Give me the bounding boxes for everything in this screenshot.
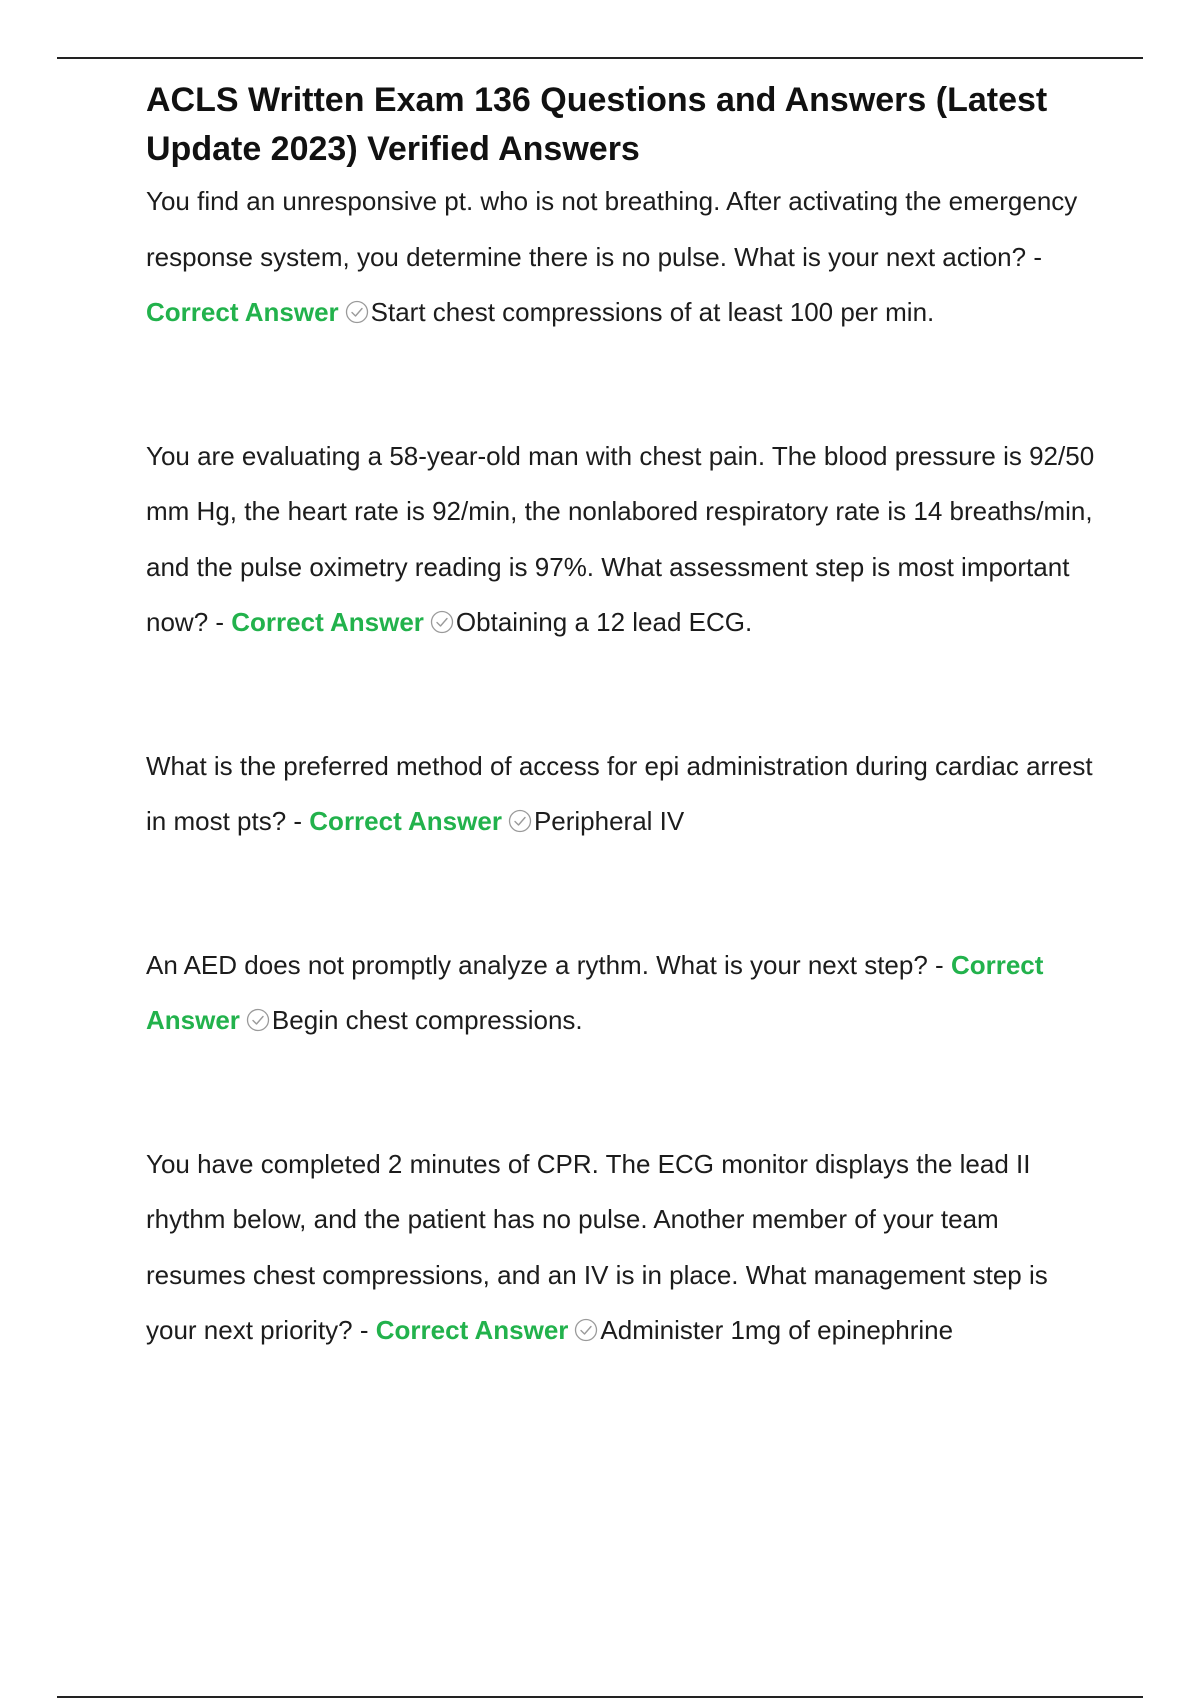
answer-text: Begin chest compressions. bbox=[271, 1005, 583, 1035]
check-circle-icon bbox=[430, 610, 454, 634]
correct-answer-label: Correct Answer bbox=[231, 607, 424, 637]
check-circle-icon bbox=[246, 1008, 270, 1032]
separator: - bbox=[352, 1315, 376, 1345]
separator: - bbox=[208, 607, 232, 637]
document-title: ACLS Written Exam 136 Questions and Answers (Latest Update 2023) Verified Answers bbox=[146, 81, 1048, 168]
check-circle-icon bbox=[574, 1318, 598, 1342]
qa-item-1 bbox=[146, 174, 1096, 341]
qa-item-4 bbox=[146, 938, 1096, 1049]
question-text: You find an unresponsive pt. who is not breathing. After activating the emergency response system, you determine there is no pulse. What is your next action? bbox=[146, 186, 1078, 272]
correct-answer-label: Correct Answer bbox=[146, 297, 339, 327]
correct-answer-label: Correct Answer bbox=[146, 949, 1044, 1035]
answer-text: Administer 1mg of epinephrine bbox=[600, 1315, 954, 1345]
check-circle-icon bbox=[508, 809, 532, 833]
correct-answer-label: Correct Answer bbox=[375, 1315, 569, 1345]
answer-text: Obtaining a 12 lead ECG. bbox=[455, 607, 753, 637]
qa-item-2 bbox=[146, 429, 1096, 651]
separator: - bbox=[1026, 241, 1042, 272]
top-rule bbox=[57, 57, 1143, 59]
qa-item-3 bbox=[146, 739, 1096, 850]
correct-answer-label: Correct Answer bbox=[309, 806, 502, 836]
separator: - bbox=[286, 806, 310, 836]
question-text: An AED does not promptly analyze a rythm. What is your next step? bbox=[146, 949, 928, 980]
question-text: You have completed 2 minutes of CPR. The ECG monitor displays the lead II rhythm below, and the patient has no pulse. Another member of your team resumes chest compressions, and an IV is in place. What management step is your next priority? bbox=[146, 1148, 1048, 1345]
question-text: You are evaluating a 58-year-old man with chest pain. The blood pressure is 92/50 mm Hg, the heart rate is 92/min, the nonlabored respiratory rate is 14 breaths/min, and the pulse oximetry reading is 97%. What assessment step is most important now? bbox=[146, 440, 1095, 637]
answer-text: Peripheral IV bbox=[533, 806, 685, 836]
document-body bbox=[146, 76, 1096, 1359]
bottom-rule bbox=[57, 1696, 1143, 1698]
answer-text: Start chest compressions of at least 100 per min. bbox=[370, 297, 935, 327]
qa-item-5 bbox=[146, 1137, 1096, 1359]
check-circle-icon bbox=[345, 300, 369, 324]
question-text: What is the preferred method of access for epi administration during cardiac arrest in most pts? bbox=[146, 750, 1093, 836]
separator: - bbox=[927, 949, 951, 980]
